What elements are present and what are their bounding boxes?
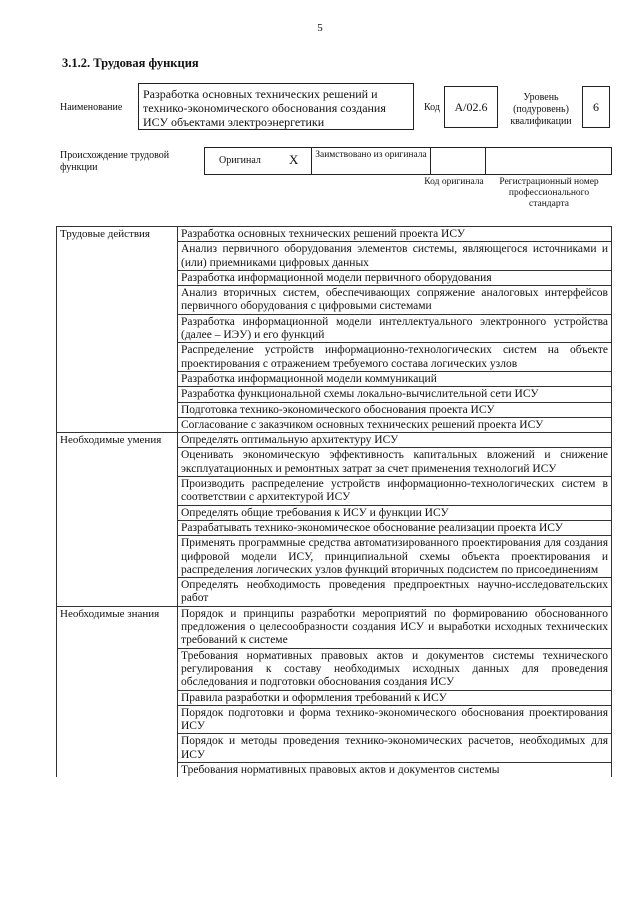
code-value-box: А/02.6 <box>444 86 498 128</box>
list-item: Согласование с заказчиком основных технических решений проекта ИСУ <box>178 417 612 432</box>
table-row <box>57 477 612 506</box>
table-row <box>57 448 612 477</box>
group-title-continuation <box>57 520 178 535</box>
borrowed-cell <box>311 147 431 175</box>
list-item: Анализ первичного оборудования элементов системы, являющегося источниками и (или) приемниками цифровых данных <box>178 242 612 271</box>
code-original-label: Код оригинала <box>424 177 484 187</box>
list-item: Разработка информационной модели интеллектуального электронного устройства (далее – ИЭУ) и его функций <box>178 314 612 343</box>
table-row <box>57 270 612 285</box>
list-item: Определять общие требования к ИСУ и функции ИСУ <box>178 505 612 520</box>
origin-label: Происхождение трудовой функции <box>60 150 170 173</box>
group-title-continuation <box>57 762 178 777</box>
group-title-continuation <box>57 705 178 734</box>
table-row <box>57 762 612 777</box>
borrowed-label: Заимствовано из оригинала <box>315 150 427 160</box>
table-row <box>57 227 612 242</box>
code-label: Код <box>424 102 440 113</box>
group-title-continuation <box>57 343 178 372</box>
list-item: Требования нормативных правовых актов и документов системы технического регулирования к составу необходимых исходных данных для проведения обследования и подготовки обоснования создания ИСУ <box>178 648 612 690</box>
list-item: Определять необходимость проведения предпроектных научно-исследовательских работ <box>178 578 612 607</box>
table-row <box>57 578 612 607</box>
group-title-continuation <box>57 734 178 763</box>
table-row <box>57 387 612 402</box>
group-title-continuation <box>57 690 178 705</box>
list-item: Анализ вторичных систем, обеспечивающих сопряжение аналоговых интерфейсов первичного оборудования с цифровыми системами <box>178 286 612 315</box>
name-label: Наименование <box>60 102 123 113</box>
list-item: Разработка функциональной схемы локально-вычислительной сети ИСУ <box>178 387 612 402</box>
list-item: Разработка информационной модели первичного оборудования <box>178 270 612 285</box>
group-title-continuation <box>57 270 178 285</box>
list-item: Разработка основных технических решений проекта ИСУ <box>178 227 612 242</box>
original-cell <box>204 147 312 175</box>
group-title-continuation <box>57 387 178 402</box>
group-title: Необходимые знания <box>57 606 178 648</box>
group-title-continuation <box>57 242 178 271</box>
table-row <box>57 417 612 432</box>
table-row <box>57 606 612 648</box>
table-row <box>57 536 612 578</box>
level-value-box: 6 <box>582 86 610 128</box>
reg-number-cell <box>485 147 612 175</box>
group-title-continuation <box>57 402 178 417</box>
group-title-continuation <box>57 371 178 386</box>
list-item: Правила разработки и оформления требований к ИСУ <box>178 690 612 705</box>
original-label: Оригинал <box>219 155 261 166</box>
section-title: 3.1.2. Трудовая функция <box>62 56 199 70</box>
table-row <box>57 343 612 372</box>
group-title-continuation <box>57 505 178 520</box>
table-row <box>57 648 612 690</box>
group-title-continuation <box>57 314 178 343</box>
code-original-cell <box>430 147 486 175</box>
list-item: Разработка информационной модели коммуникаций <box>178 371 612 386</box>
group-title-continuation <box>57 578 178 607</box>
table-row <box>57 433 612 448</box>
list-item: Требования нормативных правовых актов и документов системы <box>178 762 612 777</box>
table-row <box>57 402 612 417</box>
list-item: Распределение устройств информационно-технологических систем на объекте проектирования с отражением требуемого состава логических узлов <box>178 343 612 372</box>
group-title-continuation <box>57 417 178 432</box>
list-item: Порядок и принципы разработки мероприятий по формированию обоснованного предложения о целесообразности создания ИСУ и выработки исходных технических требований к системе <box>178 606 612 648</box>
level-label: Уровень (подуровень) квалификации <box>510 92 572 127</box>
list-item: Порядок подготовки и форма технико-экономического обоснования проектирования ИСУ <box>178 705 612 734</box>
reg-number-label: Регистрационный номер профессионального стандарта <box>499 177 599 209</box>
group-title: Трудовые действия <box>57 227 178 242</box>
group-title-continuation <box>57 477 178 506</box>
group-title-continuation <box>57 536 178 578</box>
table-row <box>57 705 612 734</box>
table-row <box>57 690 612 705</box>
page-number: 5 <box>317 22 323 34</box>
table-row <box>57 286 612 315</box>
table-row <box>57 734 612 763</box>
table-row <box>57 505 612 520</box>
function-name-box: Разработка основных технических решений и технико-экономического обоснования создания ИСУ объектами электроэнергетики <box>138 83 414 130</box>
group-title: Необходимые умения <box>57 433 178 448</box>
group-title-continuation <box>57 648 178 690</box>
origin-row <box>204 147 612 175</box>
list-item: Производить распределение устройств информационно-технологических систем в соответствии с архитектурой ИСУ <box>178 477 612 506</box>
table-row <box>57 314 612 343</box>
table-row <box>57 242 612 271</box>
table-row <box>57 371 612 386</box>
list-item: Разрабатывать технико-экономическое обоснование реализации проекта ИСУ <box>178 520 612 535</box>
original-mark: X <box>289 152 299 167</box>
table-row <box>57 520 612 535</box>
list-item: Подготовка технико-экономического обоснования проекта ИСУ <box>178 402 612 417</box>
list-item: Оценивать экономическую эффективность капитальных вложений и снижение эксплуатационных и ремонтных затрат за счет применения технологий ИСУ <box>178 448 612 477</box>
group-title-continuation <box>57 286 178 315</box>
function-table <box>56 226 612 777</box>
list-item: Применять программные средства автоматизированного проектирования для создания цифровой модели ИСУ, принципиальной схемы объекта проектирования и распределения логических узлов функций вторичных подсистем по присоединениям <box>178 536 612 578</box>
group-title-continuation <box>57 448 178 477</box>
list-item: Определять оптимальную архитектуру ИСУ <box>178 433 612 448</box>
list-item: Порядок и методы проведения технико-экономических расчетов, необходимых для ИСУ <box>178 734 612 763</box>
